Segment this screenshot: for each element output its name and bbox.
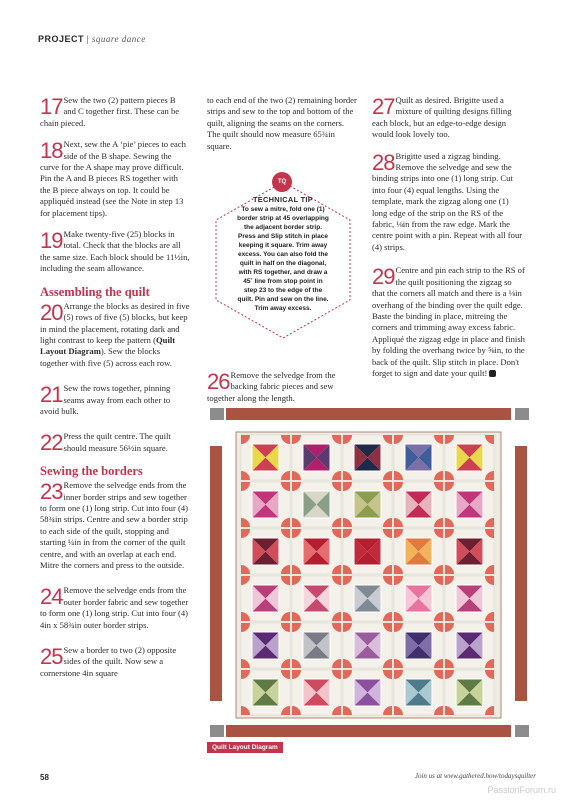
heading-borders: Sewing the borders [40, 464, 143, 479]
quilt-layout-diagram [206, 406, 531, 739]
cornerstone [210, 725, 224, 737]
step-number: 23 [40, 479, 63, 505]
step-29 [372, 265, 526, 379]
quilt-svg [206, 406, 531, 739]
step-18 [40, 139, 190, 219]
border-top [226, 408, 511, 420]
technical-tip-box [210, 172, 356, 340]
step-28 [372, 151, 526, 254]
footer-website: Join us at www.gathered.how/todaysquilter [414, 772, 536, 780]
page-number: 58 [40, 773, 49, 782]
step-text: Remove the selvedge from the backing fabric pieces and sew together along the length. [207, 370, 336, 403]
watermark: PassionForum.ru [487, 785, 556, 795]
step-27 [372, 95, 526, 141]
step-24 [40, 585, 190, 631]
step-22 [40, 431, 190, 454]
step-number: 27 [372, 94, 395, 119]
step-23 [40, 480, 190, 571]
project-label: PROJECT [38, 34, 85, 44]
step-text: Make twenty-five (25) blocks in total. Check that the blocks are all the same size. Each block should be 11½in, including the seam allowance. [40, 229, 190, 274]
cornerstone [515, 725, 529, 737]
step-20 [40, 301, 190, 369]
step-number: 17 [40, 94, 63, 119]
diagram-label: Quilt Layout Diagram [207, 742, 283, 753]
step-number: 24 [40, 584, 63, 610]
step-number: 18 [40, 138, 63, 164]
cornerstone [515, 408, 529, 420]
step-text: Quilt as desired. Brigitte used a mixture of quilting designs filling each block, but an edge-to-edge design would look lovely too. [372, 95, 512, 140]
tip-body: To sew a mitre, fold one (1) border strip at 45 overlapping the adjacent border strip. Press and Slip stitch in place keeping it square. Trim away excess. You can also fold the quilt in half on the diagonal, with RS together, and draw a 45˚ line from stop point in step 23 to the edge of the quilt. Pin and sew on the line. Trim away excess. [237, 206, 329, 312]
diagram-reference: Quilt Layout Diagram [40, 334, 176, 357]
border-left [210, 446, 222, 701]
step-text: Press the quilt centre. The quilt should measure 56½in square. [63, 431, 171, 453]
step-number: 26 [207, 369, 230, 394]
step-26 [207, 370, 357, 404]
step-text: Sew a border to two (2) opposite sides of the quilt. Now sew a cornerstone 4in square [40, 645, 177, 678]
page-header [38, 34, 146, 44]
step-number: 21 [40, 382, 63, 408]
step-text: Next, sew the A ‘pie’ pieces to each side of the B shape. Sewing the curve for the A shape may prove difficult. Pin the A and B pieces RS together with the B piece always on top. It could be appliquéd instead (see the Note in step 13 for placement tips). [40, 139, 186, 218]
step-text: Remove the selvedge ends from the outer border fabric and sew together to form one (1) long strip. Cut into four (4) 4in x 58¾in outer border strips. [40, 585, 189, 630]
cornerstone [210, 408, 224, 420]
step-19 [40, 229, 190, 275]
step-21 [40, 383, 190, 417]
step-number: 25 [40, 644, 63, 670]
step-text: Arrange the blocks as desired in five (5) rows of five (5) blocks, but keep in mind the placement, rotating dark and light contrast to keep the pattern ( [40, 300, 190, 345]
column-left [40, 95, 190, 689]
tip-title: TECHNICAL TIP [252, 195, 313, 204]
step-text: ). Sew the blocks together with five (5) across each row. [40, 346, 172, 368]
header-separator: | [86, 34, 90, 44]
section-title: square dance [91, 34, 146, 44]
step-number: 29 [372, 264, 395, 290]
heading-assembling: Assembling the quilt [40, 284, 150, 299]
step-text: Sew the rows together, pinning seams away from each other to avoid bulk. [40, 383, 171, 416]
end-mark-icon [489, 370, 496, 377]
step-text: Remove the selvedge ends from the inner border strips and sew together to form one (1) long strip. Cut into four (4) 58¾in strips. Centre and sew a border strip to each side of the quilt, stopping and starting ¼in in from the corner of the quilt centre, and with an overlap at each end. Mitre the corners and press to the outside. [40, 480, 188, 570]
step-text: Centre and pin each strip to the RS of the quilt positioning the zigzag so that the corners all match and there is a ⅛in overhang of the binding over the quilt edge. Baste the binding in place, mitreing the corners and trimming away excess fabric. Appliqué the zigzag edge in place and finish by folding the overhang twice by ⅝in, to the back of the quilt. Slip stitch in place. Don't forget to sign and date your quilt! [372, 265, 525, 378]
step-text: Brigitte used a zigzag binding. Remove the selvedge and sew the binding strips into one (1) long strip. Cut into four (4) equal lengths. Using the template, mark the zigzag along one (1) long edge of the strip on the RS of the fabric, ⅛in from the raw edge. Mark the centre point with a pin. Repeat with all four (4) strips. [372, 150, 523, 252]
step-25 [40, 645, 190, 679]
step-text: Sew the two (2) pattern pieces B and C together first. These can be chain pieced. [40, 95, 180, 128]
column-middle [207, 95, 357, 162]
step-25-continued: to each end of the two (2) remaining border strips and sew to the top and bottom of the quilt, aligning the seams on the corners. The quilt should now measure 65¾in square. [207, 95, 357, 151]
step-number: 19 [40, 228, 63, 254]
step-number: 20 [40, 299, 63, 325]
step-number: 22 [40, 430, 63, 456]
tip-badge-icon: TQ [272, 172, 292, 192]
border-right [515, 446, 527, 701]
step-17 [40, 95, 190, 129]
column-right [372, 95, 526, 389]
border-bottom [226, 725, 511, 737]
step-number: 28 [372, 149, 395, 175]
